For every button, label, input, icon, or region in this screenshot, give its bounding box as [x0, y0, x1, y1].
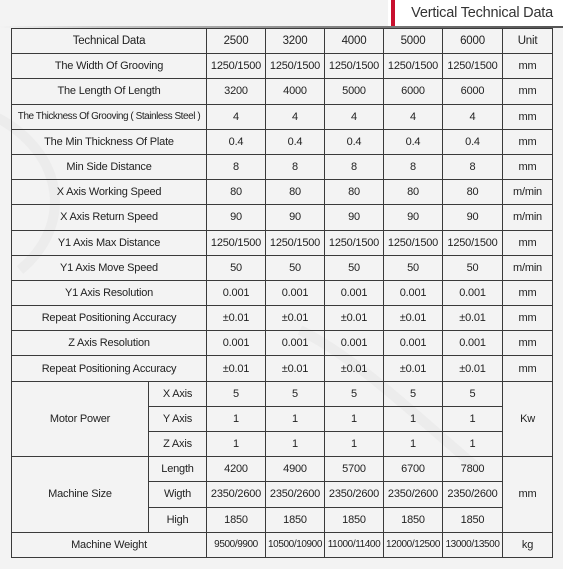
value-cell: 90 — [325, 205, 384, 230]
value-cell: 0.001 — [325, 280, 384, 305]
unit-cell: m/min — [503, 180, 553, 205]
value-cell: 5 — [384, 381, 443, 406]
unit-cell: m/min — [503, 205, 553, 230]
motor-power-label: Motor Power — [12, 381, 149, 457]
unit-cell: mm — [503, 457, 553, 533]
value-cell: 80 — [207, 180, 266, 205]
table-header-row — [12, 29, 553, 54]
value-cell: 8 — [384, 154, 443, 179]
unit-cell: Kw — [503, 381, 553, 457]
sub-label: Length — [149, 457, 207, 482]
value-cell: 1250/1500 — [443, 54, 503, 79]
header-bar — [0, 0, 563, 27]
value-cell: 5 — [325, 381, 384, 406]
unit-cell: mm — [503, 230, 553, 255]
value-cell: 11000/11400 — [325, 532, 384, 557]
value-cell: 1250/1500 — [207, 54, 266, 79]
value-cell: 13000/13500 — [443, 532, 503, 557]
header-red-accent — [391, 0, 395, 26]
table-row — [12, 129, 553, 154]
value-cell: 5700 — [325, 457, 384, 482]
value-cell: 1250/1500 — [207, 230, 266, 255]
unit-cell: mm — [503, 54, 553, 79]
value-cell: 1250/1500 — [384, 230, 443, 255]
unit-cell: mm — [503, 104, 553, 129]
value-cell: 4900 — [266, 457, 325, 482]
header-label-cell: Technical Data — [12, 29, 207, 54]
table-row — [12, 532, 553, 557]
value-cell: 1250/1500 — [266, 54, 325, 79]
table-row — [12, 180, 553, 205]
value-cell: 1 — [443, 432, 503, 457]
value-cell: 50 — [325, 255, 384, 280]
value-cell: 5000 — [325, 79, 384, 104]
value-cell: 1 — [266, 406, 325, 431]
unit-cell: mm — [503, 331, 553, 356]
value-cell: 0.001 — [266, 280, 325, 305]
value-cell: 8 — [266, 154, 325, 179]
value-cell: 5 — [266, 381, 325, 406]
unit-cell: mm — [503, 280, 553, 305]
value-cell: 0.001 — [207, 331, 266, 356]
header-unit-cell: Unit — [503, 29, 553, 54]
value-cell: 0.4 — [266, 129, 325, 154]
value-cell: 1850 — [266, 507, 325, 532]
table-row — [12, 356, 553, 381]
value-cell: ±0.01 — [266, 356, 325, 381]
value-cell: 3200 — [207, 79, 266, 104]
value-cell: 1250/1500 — [325, 230, 384, 255]
value-cell: ±0.01 — [207, 306, 266, 331]
value-cell: 0.4 — [325, 129, 384, 154]
header-model-cell: 4000 — [325, 29, 384, 54]
technical-data-table — [11, 28, 553, 558]
value-cell: 5 — [207, 381, 266, 406]
unit-cell: m/min — [503, 255, 553, 280]
table-row — [12, 457, 553, 482]
value-cell: 1 — [325, 406, 384, 431]
value-cell: 1250/1500 — [443, 230, 503, 255]
row-label: X Axis Return Speed — [12, 205, 207, 230]
unit-cell: mm — [503, 356, 553, 381]
table-row — [12, 79, 553, 104]
value-cell: 0.001 — [443, 331, 503, 356]
value-cell: 1850 — [384, 507, 443, 532]
table-row — [12, 381, 553, 406]
value-cell: 4 — [325, 104, 384, 129]
value-cell: ±0.01 — [443, 306, 503, 331]
value-cell: ±0.01 — [384, 356, 443, 381]
value-cell: 2350/2600 — [325, 482, 384, 507]
value-cell: 6700 — [384, 457, 443, 482]
value-cell: 1250/1500 — [266, 230, 325, 255]
value-cell: 8 — [325, 154, 384, 179]
sub-label: Y Axis — [149, 406, 207, 431]
value-cell: 1 — [384, 406, 443, 431]
value-cell: 4 — [207, 104, 266, 129]
row-label: The Thickness Of Grooving ( Stainless Steel ) — [12, 104, 207, 129]
header-model-cell: 3200 — [266, 29, 325, 54]
value-cell: 0.4 — [384, 129, 443, 154]
value-cell: 80 — [384, 180, 443, 205]
value-cell: 1 — [266, 432, 325, 457]
value-cell: 8 — [207, 154, 266, 179]
value-cell: 1850 — [443, 507, 503, 532]
table-row — [12, 280, 553, 305]
header-model-cell: 2500 — [207, 29, 266, 54]
value-cell: 2350/2600 — [207, 482, 266, 507]
row-label: Repeat Positioning Accuracy — [12, 306, 207, 331]
value-cell: 6000 — [443, 79, 503, 104]
value-cell: 1850 — [325, 507, 384, 532]
value-cell: 0.4 — [207, 129, 266, 154]
value-cell: ±0.01 — [266, 306, 325, 331]
value-cell: 80 — [443, 180, 503, 205]
table-row — [12, 205, 553, 230]
value-cell: 50 — [207, 255, 266, 280]
value-cell: 90 — [443, 205, 503, 230]
row-label: Repeat Positioning Accuracy — [12, 356, 207, 381]
value-cell: 80 — [325, 180, 384, 205]
sub-label: Z Axis — [149, 432, 207, 457]
row-label: The Width Of Grooving — [12, 54, 207, 79]
value-cell: 1250/1500 — [325, 54, 384, 79]
value-cell: ±0.01 — [384, 306, 443, 331]
row-label: Y1 Axis Resolution — [12, 280, 207, 305]
table-row — [12, 230, 553, 255]
unit-cell: mm — [503, 306, 553, 331]
unit-cell: mm — [503, 79, 553, 104]
value-cell: 4 — [384, 104, 443, 129]
value-cell: 0.001 — [266, 331, 325, 356]
row-label: Z Axis Resolution — [12, 331, 207, 356]
value-cell: 0.001 — [443, 280, 503, 305]
value-cell: 0.001 — [384, 280, 443, 305]
value-cell: 90 — [266, 205, 325, 230]
value-cell: 2350/2600 — [266, 482, 325, 507]
unit-cell: mm — [503, 129, 553, 154]
row-label: The Min Thickness Of Plate — [12, 129, 207, 154]
value-cell: 50 — [443, 255, 503, 280]
sub-label: Wigth — [149, 482, 207, 507]
value-cell: 90 — [384, 205, 443, 230]
row-label: Machine Weight — [12, 532, 207, 557]
value-cell: 0.001 — [325, 331, 384, 356]
value-cell: 1 — [325, 432, 384, 457]
row-label: Min Side Distance — [12, 154, 207, 179]
value-cell: 4000 — [266, 79, 325, 104]
value-cell: 4200 — [207, 457, 266, 482]
value-cell: 12000/12500 — [384, 532, 443, 557]
row-label: X Axis Working Speed — [12, 180, 207, 205]
value-cell: 90 — [207, 205, 266, 230]
sub-label: High — [149, 507, 207, 532]
value-cell: 7800 — [443, 457, 503, 482]
value-cell: 1850 — [207, 507, 266, 532]
value-cell: 4 — [266, 104, 325, 129]
sub-label: X Axis — [149, 381, 207, 406]
value-cell: 1250/1500 — [384, 54, 443, 79]
unit-cell: kg — [503, 532, 553, 557]
value-cell: 0.001 — [207, 280, 266, 305]
value-cell: ±0.01 — [325, 306, 384, 331]
value-cell: 2350/2600 — [384, 482, 443, 507]
unit-cell: mm — [503, 154, 553, 179]
value-cell: 5 — [443, 381, 503, 406]
page-title: Vertical Technical Data — [411, 5, 553, 21]
value-cell: 0.4 — [443, 129, 503, 154]
table-row — [12, 104, 553, 129]
machine-size-label: Machine Size — [12, 457, 149, 533]
value-cell: 50 — [266, 255, 325, 280]
table-row — [12, 54, 553, 79]
value-cell: 8 — [443, 154, 503, 179]
table-row — [12, 255, 553, 280]
value-cell: 2350/2600 — [443, 482, 503, 507]
header-model-cell: 5000 — [384, 29, 443, 54]
value-cell: 1 — [384, 432, 443, 457]
row-label: Y1 Axis Max Distance — [12, 230, 207, 255]
value-cell: 1 — [207, 406, 266, 431]
table-row — [12, 306, 553, 331]
value-cell: 6000 — [384, 79, 443, 104]
value-cell: 1 — [443, 406, 503, 431]
table-row — [12, 154, 553, 179]
value-cell: ±0.01 — [325, 356, 384, 381]
value-cell: 4 — [443, 104, 503, 129]
value-cell: 50 — [384, 255, 443, 280]
header-model-cell: 6000 — [443, 29, 503, 54]
value-cell: 0.001 — [384, 331, 443, 356]
value-cell: ±0.01 — [207, 356, 266, 381]
table-row — [12, 331, 553, 356]
row-label: Y1 Axis Move Speed — [12, 255, 207, 280]
value-cell: 80 — [266, 180, 325, 205]
row-label: The Length Of Length — [12, 79, 207, 104]
value-cell: 1 — [207, 432, 266, 457]
value-cell: 9500/9900 — [207, 532, 266, 557]
value-cell: ±0.01 — [443, 356, 503, 381]
value-cell: 10500/10900 — [266, 532, 325, 557]
